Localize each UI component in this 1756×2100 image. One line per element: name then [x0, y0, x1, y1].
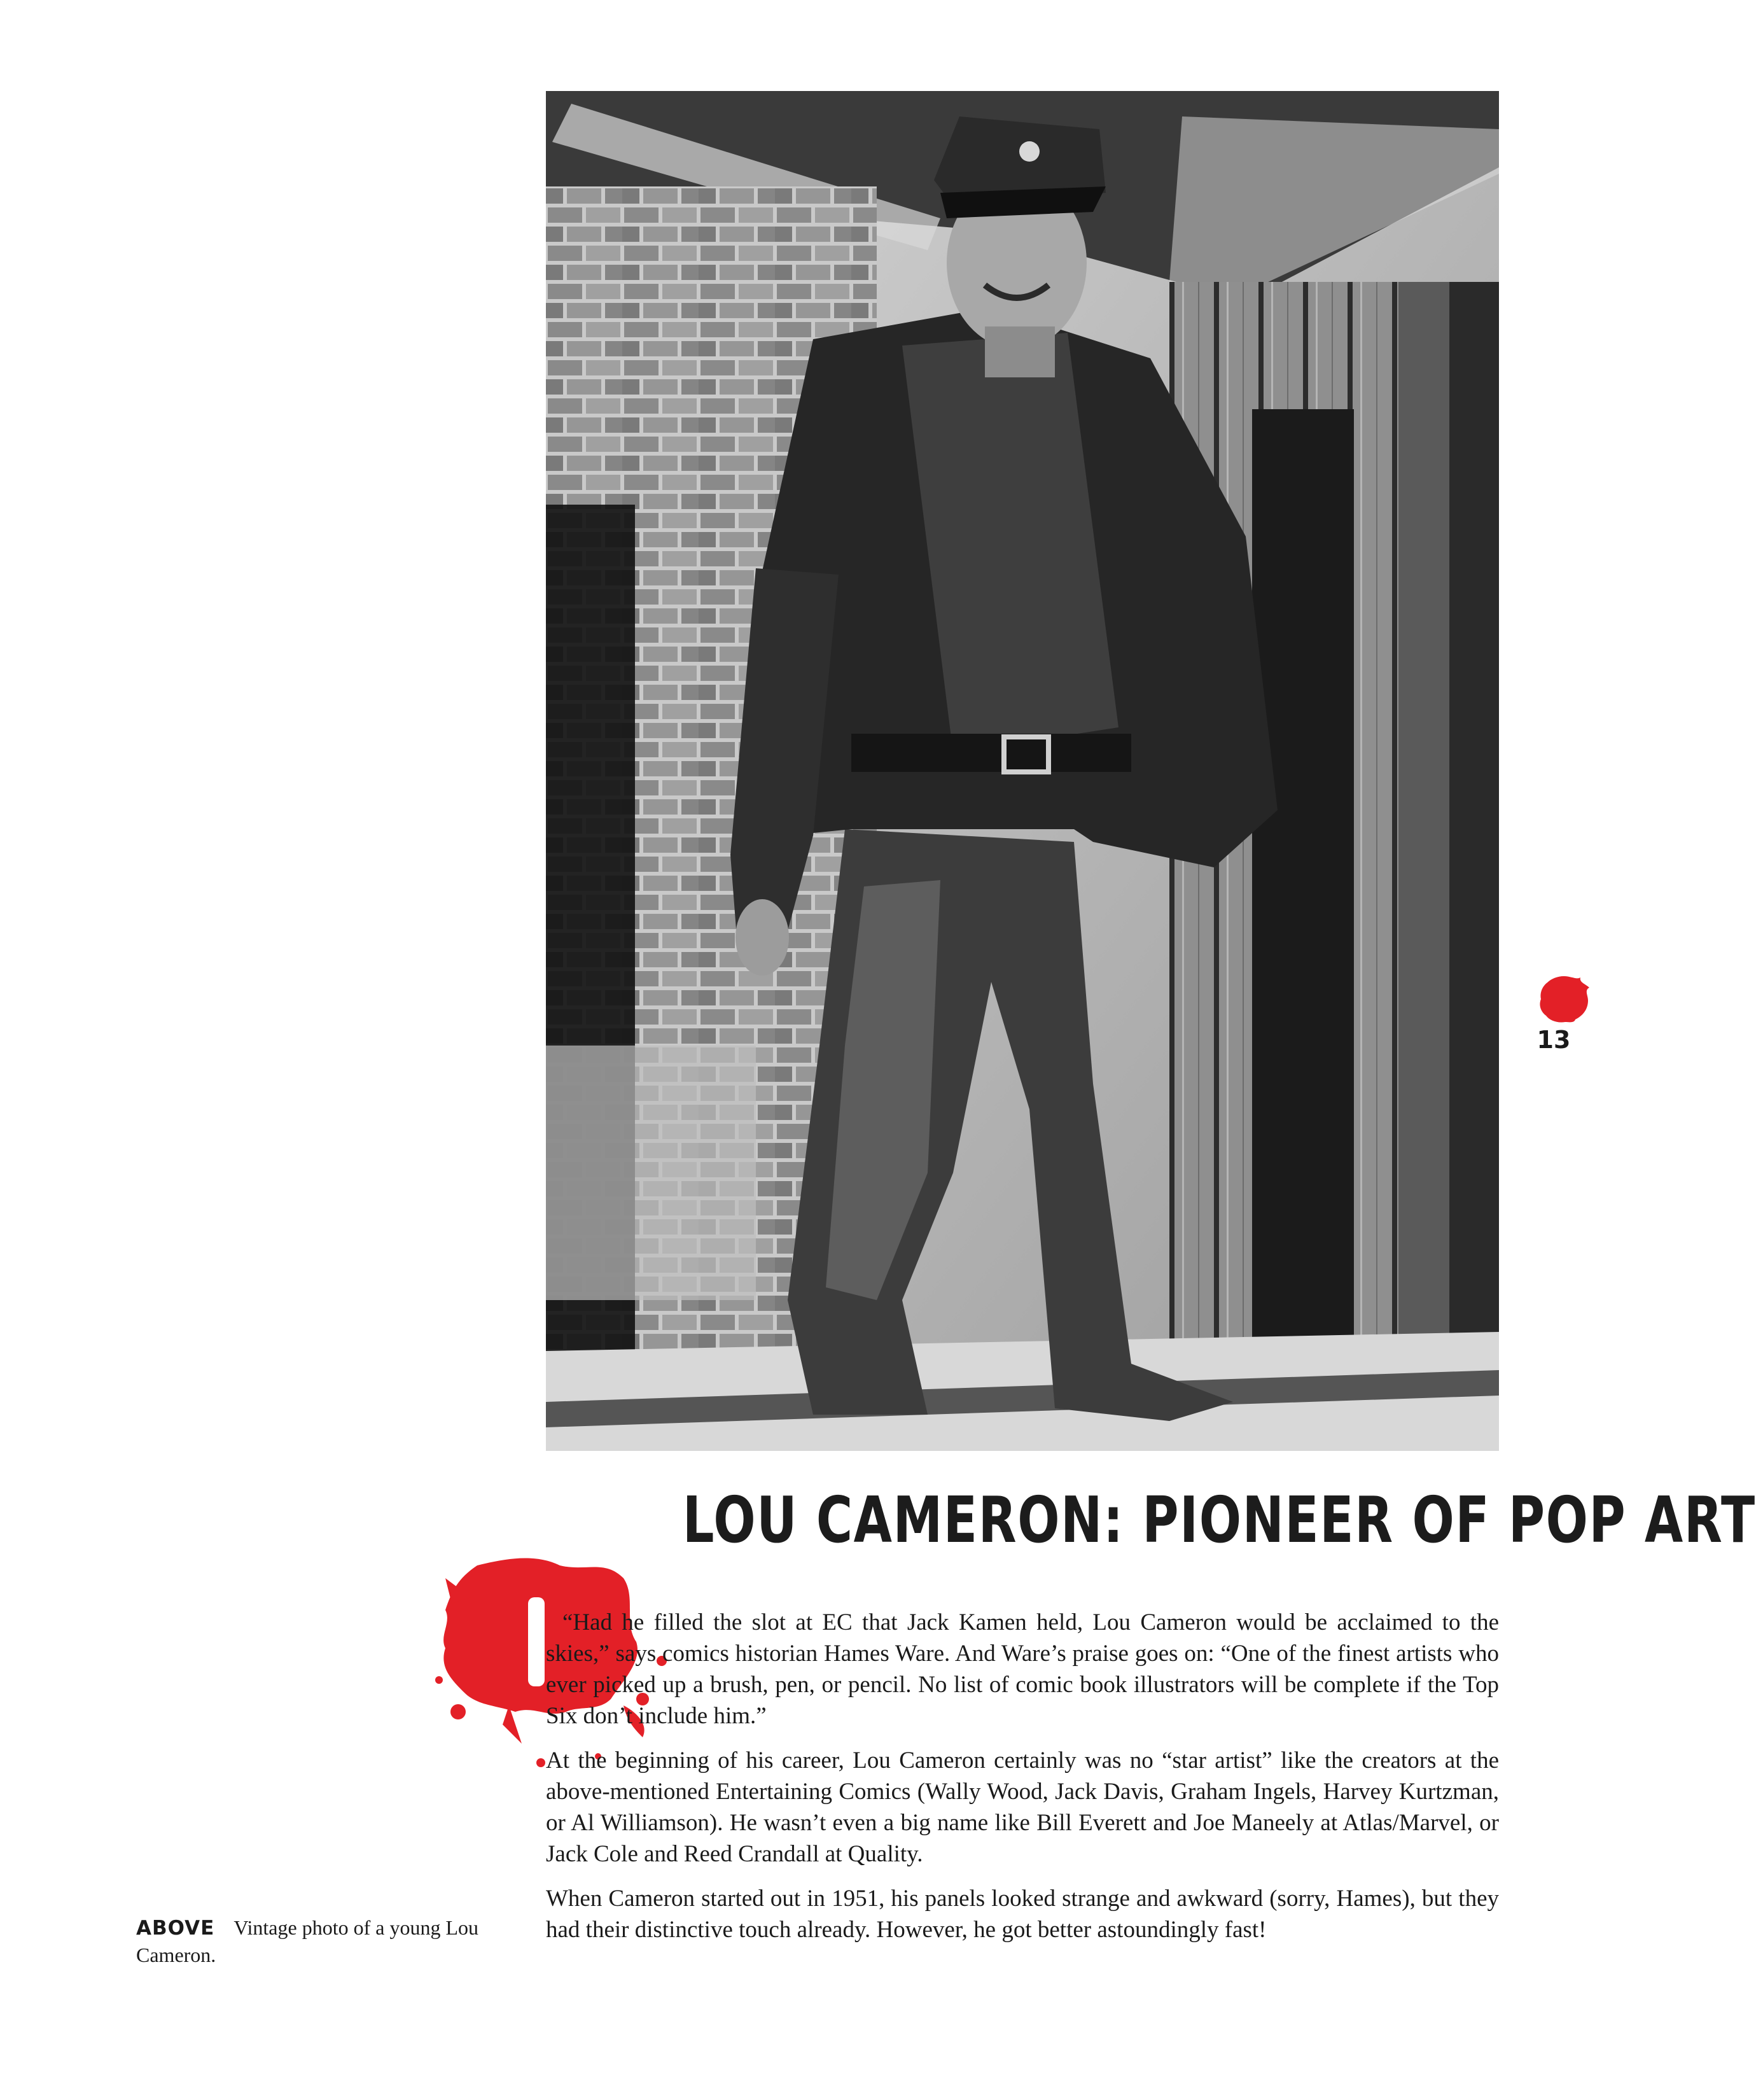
- body-paragraph: When Cameron started out in 1951, his panels looked strange and awkward (sorry, Hames), but they had their distinctive touch already. However, he got better astoundingly fast!: [546, 1886, 1499, 1943]
- photo-caption: [136, 1914, 492, 1968]
- caption-text: Vintage photo of a young Lou Cameron.: [136, 1916, 478, 1966]
- article-body: [546, 1607, 1499, 1959]
- article-title: LOU CAMERON: PIONEER OF POP ART: [682, 1483, 1756, 1557]
- vintage-photo: [546, 91, 1499, 1451]
- body-paragraph: At the beginning of his career, Lou Cameron certainly was no “star artist” like the creators at the above-mentioned Entertaining Comics (Wally Wood, Jack Davis, Graham Ingels, Harvey Kurtzman, or Al Williamson). He wasn’t even a big name like Bill Everett and Joe Maneely at Atlas/Marvel, or Jack Cole and Reed Crandall at Quality.: [546, 1747, 1499, 1867]
- page-number: 13: [1536, 1026, 1571, 1054]
- body-paragraph: “Had he filled the slot at EC that Jack Kamen held, Lou Cameron would be acclaimed to the skies,” says comics historian Hames Ware. And Ware’s praise goes on: “One of the finest artists who ever picked up a brush, pen, or pencil. No list of comic book illustrators will be complete if the Top Six don’t include him.”: [546, 1609, 1499, 1729]
- caption-label: ABOVE: [136, 1917, 215, 1940]
- photo-illustration: [546, 91, 1499, 1451]
- page-number-blood-splatter: [1538, 974, 1591, 1025]
